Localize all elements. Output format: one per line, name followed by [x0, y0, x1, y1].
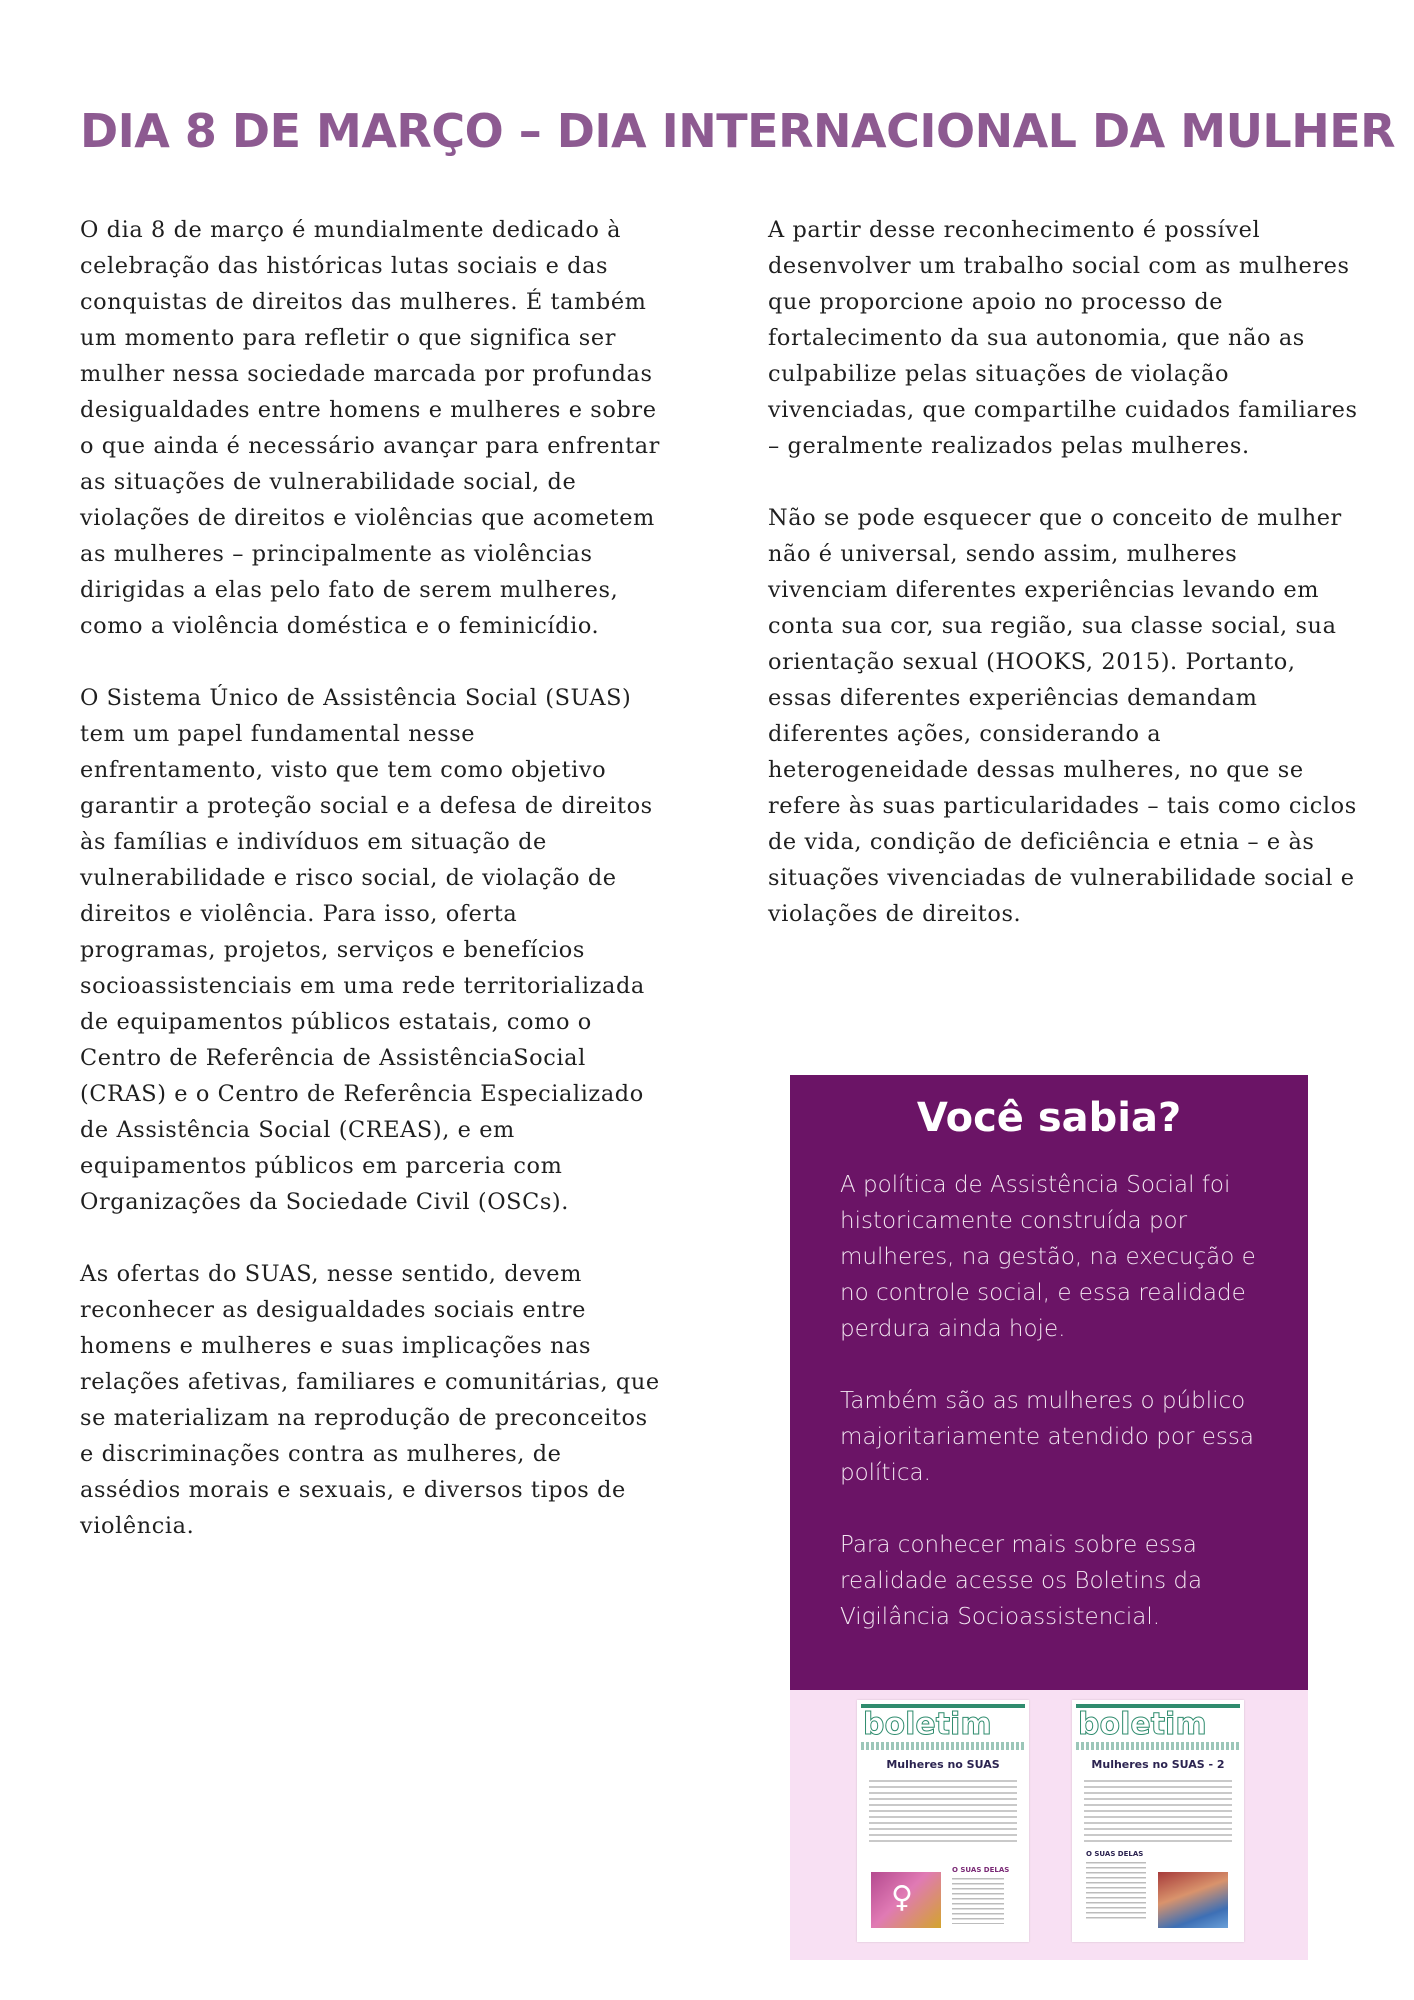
- boletim-masthead: [1076, 1704, 1240, 1752]
- callout-paragraph: Também são as mulheres o público majoritariamente atendido por essa política.: [840, 1388, 1254, 1486]
- boletim-masthead: [861, 1704, 1025, 1752]
- paragraph-suas: O Sistema Único de Assistência Social (SUAS) tem um papel fundamental nesse enfrentamento, visto que tem como objetivo garantir a proteção social e a defesa de direitos às famílias e indivíduos em situação de vulnerabilidade e risco social, de violação de direitos e violência. Para isso, oferta programas, projetos, serviços e benefícios socioassistenciais em uma rede territorializada de equipamentos públicos estatais, como o Centro de Referência de AssistênciaSocial (CRAS) e o Centro de Referência Especializado de Assistência Social (CREAS), e em equipamentos públicos em parceria com Organizações da Sociedade Civil (OSCs).: [80, 685, 653, 1215]
- masthead-strip: [861, 1742, 1025, 1750]
- callout-title: Você sabia?: [916, 1095, 1182, 1141]
- callout-box: [790, 1075, 1308, 1690]
- paragraph-ofertas: As ofertas do SUAS, nesse sentido, devem reconhecer as desigualdades sociais entre homens e mulheres e suas implicações nas relações afetivas, familiares e comunitárias, que se materializam na reprodução de preconceitos e discriminações contra as mulheres, de assédios morais e sexuais, e diversos tipos de violência.: [80, 1261, 660, 1539]
- boletins-panel: [790, 1690, 1308, 1960]
- boletim-cover[interactable]: [1072, 1700, 1244, 1942]
- boletim-logo: boletim: [863, 1707, 992, 1742]
- paragraph-conceito-mulher: Não se pode esquecer que o conceito de mulher não é universal, sendo assim, mulheres vivenciam diferentes experiências levando em conta sua cor, sua região, sua classe social, sua orientação sexual (HOOKS, 2015). Portanto, essas diferentes experiências demandam diferentes ações, considerando a heterogeneidade dessas mulheres, no que se refere às suas particularidades – tais como ciclos de vida, condição de deficiência e etnia – e às situações vivenciadas de vulnerabilidade social e violações de direitos.: [768, 505, 1357, 927]
- venus-symbol-image: [871, 1872, 941, 1928]
- women-photo-image: [1158, 1872, 1228, 1928]
- boletim-text-block: [869, 1780, 1017, 1844]
- left-column: [80, 212, 660, 1580]
- page-title: DIA 8 DE MARÇO – DIA INTERNACIONAL DA MULHER: [80, 104, 1396, 158]
- boletim-title: Mulheres no SUAS - 2: [1091, 1758, 1225, 1771]
- boletim-logo: boletim: [1078, 1707, 1207, 1742]
- callout-body: [840, 1167, 1280, 1671]
- boletim-section-title: O SUAS DELAS: [952, 1866, 1010, 1874]
- boletim-text-block: [1084, 1780, 1232, 1844]
- boletim-section-text: [1086, 1862, 1146, 1922]
- masthead-strip: [1076, 1742, 1240, 1750]
- boletim-section-text: [952, 1878, 1004, 1924]
- callout-paragraph: A política de Assistência Social foi historicamente construída por mulheres, na gestão, na execução e no controle social, e essa realidade perdura ainda hoje.: [840, 1172, 1256, 1342]
- boletim-cover[interactable]: [857, 1700, 1029, 1942]
- paragraph-intro: O dia 8 de março é mundialmente dedicado à celebração das históricas lutas sociais e das conquistas de direitos das mulheres. É também um momento para refletir o que significa ser mulher nessa sociedade marcada por profundas desigualdades entre homens e mulheres e sobre o que ainda é necessário avançar para enfrentar as situações de vulnerabilidade social, de violações de direitos e violências que acometem as mulheres – principalmente as violências dirigidas a elas pelo fato de serem mulheres, como a violência doméstica e o feminicídio.: [80, 217, 660, 639]
- paragraph-reconhecimento: A partir desse reconhecimento é possível desenvolver um trabalho social com as mulheres que proporcione apoio no processo de fortalecimento da sua autonomia, que não as culpabilize pelas situações de violação vivenciadas, que compartilhe cuidados familiares – geralmente realizados pelas mulheres.: [768, 217, 1358, 459]
- boletim-section-title: O SUAS DELAS: [1086, 1850, 1144, 1858]
- right-column: [768, 212, 1358, 968]
- boletim-title: Mulheres no SUAS: [886, 1758, 1000, 1771]
- callout-paragraph: Para conhecer mais sobre essa realidade acesse os Boletins da Vigilância Socioassistencial.: [840, 1532, 1203, 1630]
